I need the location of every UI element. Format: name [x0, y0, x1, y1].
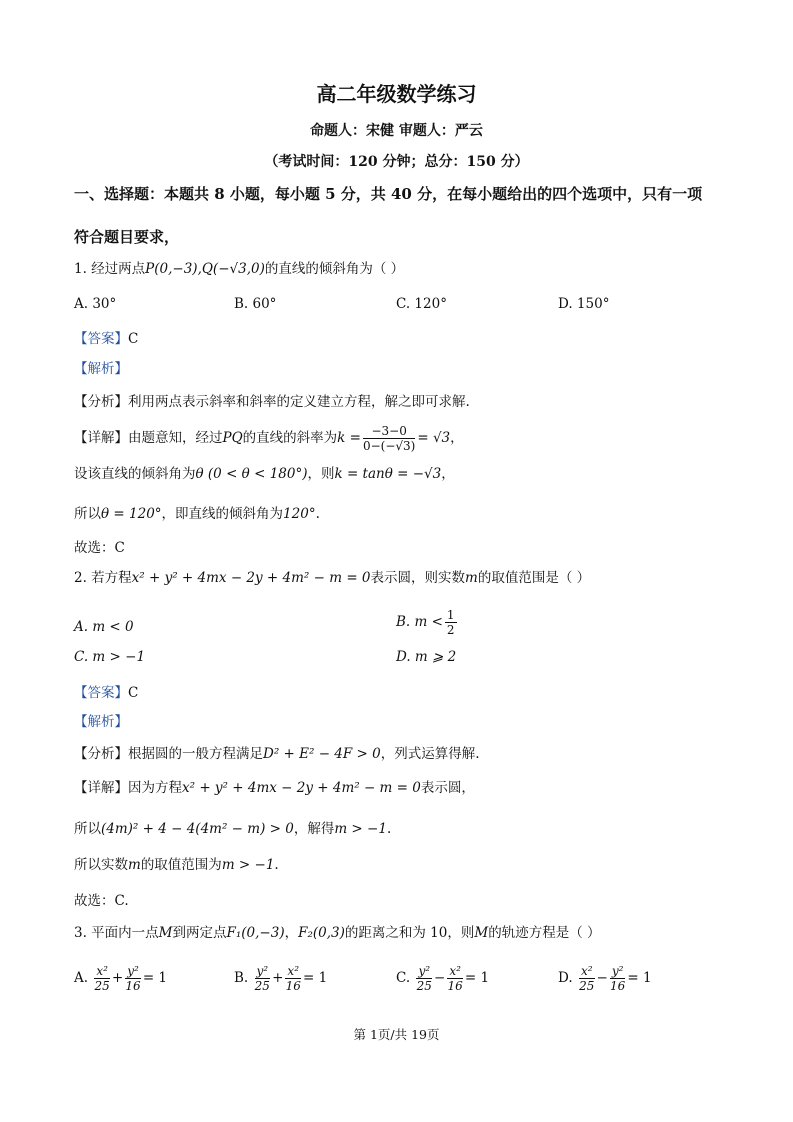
- q2-fenxi: [74, 745, 480, 763]
- q3-c-frac1: [416, 964, 432, 993]
- q2-detail-line2: [74, 820, 391, 838]
- q3-stem-F1: F₁(0,−3): [226, 925, 285, 941]
- q1-answer-value: C: [128, 331, 139, 347]
- q1-slope-numerator: −3−0: [363, 424, 415, 439]
- q1-detail-line3: [74, 505, 320, 523]
- q2-detail-suffix: 表示圆，: [420, 780, 475, 796]
- q3-b-op: +: [272, 970, 284, 986]
- q2-line3-end: .: [274, 857, 279, 873]
- q1-detail-end: ，: [450, 430, 464, 446]
- q2-line2-mid: ，解得: [293, 821, 335, 837]
- q3-d-n1: x²: [580, 964, 593, 978]
- q3-b-rhs: = 1: [303, 970, 328, 986]
- q1-line2-prefix: 设该直线的倾斜角为: [74, 466, 196, 482]
- q1-option-d: D. 150°: [558, 296, 610, 312]
- q3-option-d: [558, 964, 652, 993]
- exam-info: （考试时间：120 分钟；总分：150 分）: [264, 154, 529, 170]
- q3-stem-M: M: [158, 925, 173, 941]
- q3-c-d1: 25: [416, 979, 432, 993]
- q2-fenxi-prefix: 根据圆的一般方程满足: [128, 746, 263, 762]
- q2-stem: [74, 569, 590, 587]
- q1-slope-denominator: 0−(−√3): [362, 439, 416, 453]
- q3-b-frac2: [285, 964, 301, 993]
- q2-stem-math: x² + y² + 4mx − 2y + 4m² − m = 0: [131, 570, 371, 586]
- q2-line2-res: m > −1: [334, 821, 387, 837]
- q2-stem-m: m: [465, 570, 478, 586]
- q3-stem-mid2: ，: [284, 925, 299, 941]
- q1-detail-k: k =: [337, 430, 361, 446]
- q1-line3-prefix: 所以: [74, 506, 101, 522]
- q1-line3-end: .: [315, 506, 320, 522]
- q2-option-b-prefix: B. m <: [396, 614, 443, 630]
- authors: 命题人：宋健 审题人：严云: [310, 123, 483, 139]
- q3-stem-mid1: 到两定点: [172, 925, 227, 941]
- q3-d-op: −: [596, 970, 608, 986]
- q1-answer: [74, 330, 138, 348]
- q3-a-d2: 16: [125, 979, 141, 993]
- q2-option-d: D. m ⩾ 2: [396, 649, 457, 665]
- q3-option-b: [234, 964, 327, 993]
- q3-d-label: D.: [558, 970, 573, 986]
- q1-detail-line2: [74, 465, 455, 483]
- q3-b-n2: x²: [287, 964, 299, 978]
- q3-c-frac2: [447, 964, 463, 993]
- q1-stem-math: P(0,−3),Q(−√3,0): [145, 261, 265, 277]
- q3-b-d2: 16: [285, 979, 301, 993]
- q3-a-rhs: = 1: [142, 970, 168, 986]
- q2-analysis-tag: 【解析】: [74, 714, 128, 730]
- q2-detail-line1: [74, 779, 475, 797]
- q3-c-op: −: [434, 970, 446, 986]
- section-heading-line1: 一、选择题：本题共 8 小题，每小题 5 分，共 40 分，在每小题给出的四个选项中，只有一项: [74, 185, 703, 203]
- q1-fenxi-tag: 【分析】: [74, 394, 128, 410]
- q3-b-label: B.: [234, 970, 249, 986]
- q2-line3-res: m > −1: [221, 857, 275, 873]
- q3-b-d1: 25: [254, 979, 270, 993]
- q2-detail-tag: 【详解】: [74, 780, 128, 796]
- q1-detail-tag: 【详解】: [74, 430, 128, 446]
- q3-c-label: C.: [396, 970, 411, 986]
- q2-option-b-fraction: [445, 608, 457, 637]
- q2-fenxi-tag: 【分析】: [74, 746, 128, 762]
- q3-d-d1: 25: [579, 979, 595, 993]
- q2-line3-mid: 的取值范围为: [140, 857, 222, 873]
- q2-line3-prefix: 所以实数: [74, 857, 128, 873]
- page-title: 高二年级数学练习: [316, 82, 477, 106]
- q1-stem-prefix: 1. 经过两点: [74, 261, 146, 277]
- q1-detail-line1: [74, 424, 464, 453]
- q2-option-b: [396, 608, 459, 637]
- q3-stem: [74, 924, 601, 942]
- q1-line2-theta: θ (0 < θ < 180°): [195, 466, 308, 482]
- q1-slope-fraction: [363, 424, 415, 453]
- q2-detail-math: x² + y² + 4mx − 2y + 4m² − m = 0: [182, 780, 421, 796]
- q2-stem-suffix: 表示圆，则实数: [370, 570, 466, 586]
- q2-line2-end: .: [386, 821, 392, 837]
- q2-stem-prefix: 2. 若方程: [74, 570, 132, 586]
- q2-option-b-num: 1: [446, 608, 455, 622]
- q1-detail-prefix: 由题意知，经过: [128, 430, 223, 446]
- q3-a-frac2: [125, 964, 141, 993]
- q3-stem-F2: F₂(0,3): [298, 925, 345, 941]
- q2-detail-line3: [74, 856, 279, 874]
- q3-option-a: [74, 964, 167, 993]
- q3-c-n1: y²: [418, 964, 431, 978]
- q1-answer-tag: 【答案】: [74, 331, 128, 347]
- q3-d-frac1: [579, 964, 595, 993]
- q2-answer-value: C: [128, 685, 139, 701]
- q3-a-label: A.: [74, 970, 89, 986]
- q1-fenxi: [74, 393, 470, 411]
- q1-detail-mid: 的直线的斜率为: [242, 430, 338, 446]
- q1-analysis-tag: 【解析】: [74, 361, 128, 377]
- q3-b-n1: y²: [256, 964, 269, 978]
- q1-option-c: C. 120°: [396, 296, 447, 312]
- q1-stem-suffix: 的直线的倾斜角为（ ）: [264, 261, 405, 277]
- q3-stem-end: 的轨迹方程是（ ）: [488, 925, 601, 941]
- page-footer: 第 1页/共 19页: [353, 1027, 440, 1042]
- q1-line2-mid: ，则: [307, 466, 335, 482]
- q3-a-n2: y²: [127, 964, 139, 978]
- q1-option-b: B. 60°: [234, 296, 277, 312]
- q1-line3-mid: ，即直线的倾斜角为: [161, 506, 284, 522]
- q1-detail-pq: PQ: [222, 430, 243, 446]
- q3-b-frac1: [255, 964, 271, 993]
- q3-a-d1: 25: [94, 979, 110, 993]
- q3-d-rhs: = 1: [627, 970, 652, 986]
- q3-d-frac2: [610, 964, 626, 993]
- q2-option-c: C. m > −1: [74, 649, 146, 665]
- q2-detail-prefix: 因为方程: [128, 780, 182, 796]
- q3-c-n2: x²: [449, 964, 461, 978]
- q2-option-b-den: 2: [446, 623, 455, 637]
- q3-d-n2: y²: [611, 964, 624, 978]
- q1-line3-val: 120°: [283, 506, 316, 522]
- q1-option-a: A. 30°: [74, 296, 117, 312]
- q3-stem-prefix: 3. 平面内一点: [74, 925, 159, 941]
- q2-answer: [74, 684, 138, 702]
- q2-line3-m: m: [128, 857, 141, 873]
- q1-line2-math: k = tanθ = −√3: [334, 466, 442, 482]
- q1-line3-math: θ = 120°: [101, 506, 162, 522]
- q2-line2-math: (4m)² + 4 − 4(4m² − m) > 0: [101, 821, 294, 837]
- q3-c-d2: 16: [447, 979, 463, 993]
- q1-line2-end: ，: [441, 466, 455, 482]
- q3-option-c: [396, 964, 489, 993]
- q3-a-n1: x²: [96, 964, 108, 978]
- q3-c-rhs: = 1: [464, 970, 490, 986]
- q2-choice: 故选：C.: [74, 893, 129, 909]
- q1-stem: [74, 260, 404, 278]
- q3-stem-M2: M: [474, 925, 489, 941]
- q2-stem-end: 的取值范围是（ ）: [477, 570, 591, 586]
- q2-fenxi-suffix: ，列式运算得解.: [380, 746, 480, 762]
- section-heading-line2: 符合题目要求，: [74, 228, 180, 246]
- q2-fenxi-math: D² + E² − 4F > 0: [263, 746, 381, 762]
- q3-a-frac1: [94, 964, 110, 993]
- q1-fenxi-text: 利用两点表示斜率和斜率的定义建立方程，解之即可求解.: [128, 394, 470, 410]
- q2-line2-prefix: 所以: [74, 821, 101, 837]
- q3-a-op: +: [111, 970, 124, 986]
- q2-answer-tag: 【答案】: [74, 685, 128, 701]
- q1-choice: 故选：C: [74, 540, 125, 556]
- q3-stem-mid3: 的距离之和为 10，则: [344, 925, 475, 941]
- q1-detail-eq: = √3: [417, 430, 451, 446]
- q3-d-d2: 16: [609, 979, 626, 993]
- q2-option-a: A. m < 0: [74, 619, 134, 635]
